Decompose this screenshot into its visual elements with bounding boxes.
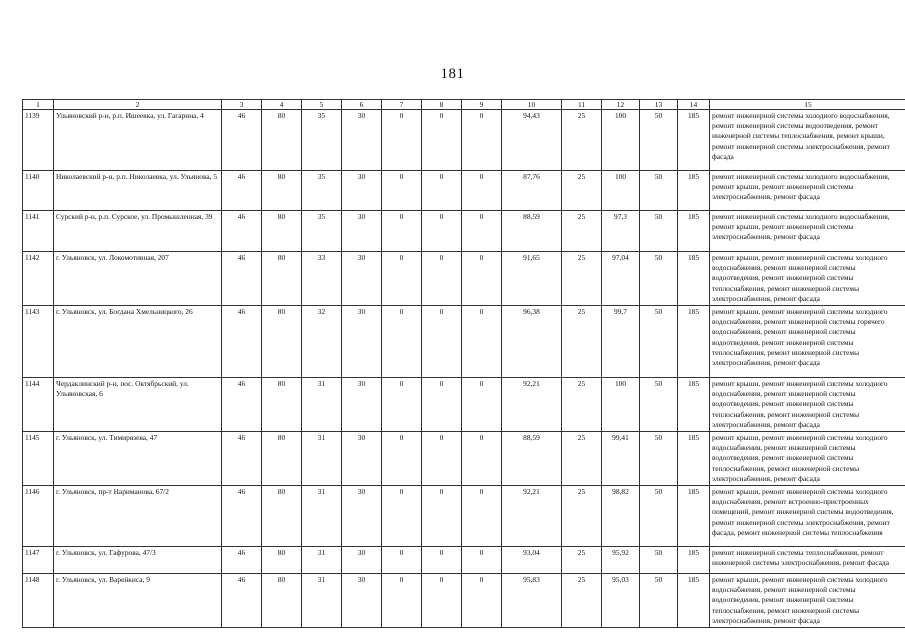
cell-col-10: 93,04 — [502, 547, 562, 574]
cell-col-8: 0 — [422, 252, 462, 306]
cell-col-6: 30 — [342, 110, 382, 171]
row-index: 1144 — [23, 378, 54, 432]
cell-col-14: 185 — [678, 171, 710, 211]
cell-col-9: 0 — [462, 306, 502, 378]
column-number-row — [23, 100, 905, 110]
cell-col-5: 31 — [302, 378, 342, 432]
cell-col-6: 30 — [342, 211, 382, 252]
table-row — [23, 378, 905, 432]
cell-col-11: 25 — [562, 252, 602, 306]
cell-col-5: 31 — [302, 547, 342, 574]
cell-col-8: 0 — [422, 432, 462, 486]
works-cell: ремонт крыши, ремонт инженерной системы холодного водоснабжения, ремонт инженерной системы водоотведения, ремонт инженерной системы теплоснабжения, ремонт инженерной системы электроснабжения, ремонт фасада — [710, 252, 905, 306]
cell-col-9: 0 — [462, 432, 502, 486]
cell-col-5: 35 — [302, 110, 342, 171]
cell-col-9: 0 — [462, 171, 502, 211]
table-row — [23, 486, 905, 547]
cell-col-11: 25 — [562, 378, 602, 432]
cell-col-11: 25 — [562, 306, 602, 378]
cell-col-8: 0 — [422, 378, 462, 432]
address-cell: г. Ульяновск, ул. Гафурова, 47/3 — [54, 547, 222, 574]
cell-col-4: 80 — [262, 306, 302, 378]
cell-col-12: 95,03 — [602, 574, 640, 628]
column-number-2: 2 — [54, 100, 222, 110]
cell-col-6: 30 — [342, 252, 382, 306]
cell-col-10: 96,38 — [502, 306, 562, 378]
address-cell: Чердаклинский р-н, пос. Октябрьский, ул. Ульяновская, 6 — [54, 378, 222, 432]
cell-col-9: 0 — [462, 211, 502, 252]
column-number-10: 10 — [502, 100, 562, 110]
cell-col-14: 185 — [678, 378, 710, 432]
cell-col-13: 50 — [640, 432, 678, 486]
cell-col-13: 50 — [640, 171, 678, 211]
cell-col-9: 0 — [462, 574, 502, 628]
cell-col-11: 25 — [562, 574, 602, 628]
cell-col-8: 0 — [422, 486, 462, 547]
cell-col-4: 80 — [262, 486, 302, 547]
cell-col-4: 80 — [262, 252, 302, 306]
cell-col-4: 80 — [262, 110, 302, 171]
cell-col-3: 46 — [222, 306, 262, 378]
cell-col-8: 0 — [422, 574, 462, 628]
cell-col-6: 30 — [342, 547, 382, 574]
address-cell: г. Ульяновск, ул. Локомотивная, 207 — [54, 252, 222, 306]
cell-col-3: 46 — [222, 547, 262, 574]
cell-col-13: 50 — [640, 574, 678, 628]
works-cell: ремонт крыши, ремонт инженерной системы холодного водоснабжения, ремонт инженерной системы горячего водоснабжения, ремонт инженерной системы водоотведения, ремонт инженерной системы теплоснабжения, ремонт инженерной системы электроснабжения, ремонт фасада — [710, 306, 905, 378]
column-number-8: 8 — [422, 100, 462, 110]
cell-col-3: 46 — [222, 110, 262, 171]
table-row — [23, 211, 905, 252]
cell-col-11: 25 — [562, 547, 602, 574]
cell-col-7: 0 — [382, 110, 422, 171]
cell-col-12: 98,82 — [602, 486, 640, 547]
works-cell: ремонт инженерной системы холодного водоснабжения, ремонт крыши, ремонт инженерной системы электроснабжения, ремонт фасада — [710, 171, 905, 211]
row-index: 1145 — [23, 432, 54, 486]
cell-col-14: 185 — [678, 252, 710, 306]
page-number: 181 — [440, 66, 465, 82]
address-cell: г. Ульяновск, ул. Тимирязева, 47 — [54, 432, 222, 486]
cell-col-13: 50 — [640, 211, 678, 252]
cell-col-8: 0 — [422, 306, 462, 378]
cell-col-13: 50 — [640, 378, 678, 432]
works-cell: ремонт крыши, ремонт инженерной системы холодного водоснабжения, ремонт встроенно-пристроенных помещений, ремонт инженерной системы водоотведения, ремонт инженерной системы электроснабжения, ремонт фасада, ремонт инженерной системы теплоснабжения — [710, 486, 905, 547]
cell-col-14: 185 — [678, 547, 710, 574]
cell-col-11: 25 — [562, 110, 602, 171]
cell-col-3: 46 — [222, 574, 262, 628]
cell-col-3: 46 — [222, 211, 262, 252]
column-number-15: 15 — [710, 100, 905, 110]
cell-col-5: 35 — [302, 171, 342, 211]
cell-col-4: 80 — [262, 171, 302, 211]
cell-col-12: 100 — [602, 110, 640, 171]
cell-col-7: 0 — [382, 574, 422, 628]
cell-col-4: 80 — [262, 547, 302, 574]
cell-col-14: 185 — [678, 486, 710, 547]
works-cell: ремонт инженерной системы теплоснабжения, ремонт инженерной системы электроснабжения, ремонт фасада — [710, 547, 905, 574]
cell-col-7: 0 — [382, 547, 422, 574]
column-number-7: 7 — [382, 100, 422, 110]
cell-col-8: 0 — [422, 110, 462, 171]
cell-col-4: 80 — [262, 574, 302, 628]
column-number-3: 3 — [222, 100, 262, 110]
address-cell: г. Ульяновск, ул. Богдана Хмельницкого, 26 — [54, 306, 222, 378]
cell-col-14: 185 — [678, 110, 710, 171]
cell-col-7: 0 — [382, 486, 422, 547]
cell-col-12: 95,92 — [602, 547, 640, 574]
address-cell: Ульяновский р-н, р.п. Ишеевка, ул. Гагарина, 4 — [54, 110, 222, 171]
row-index: 1140 — [23, 171, 54, 211]
cell-col-12: 99,7 — [602, 306, 640, 378]
cell-col-10: 91,65 — [502, 252, 562, 306]
table-row — [23, 252, 905, 306]
cell-col-4: 80 — [262, 432, 302, 486]
address-cell: г. Ульяновск, ул. Варейкиса, 9 — [54, 574, 222, 628]
cell-col-6: 30 — [342, 432, 382, 486]
cell-col-11: 25 — [562, 211, 602, 252]
cell-col-10: 88,59 — [502, 211, 562, 252]
cell-col-3: 46 — [222, 171, 262, 211]
cell-col-9: 0 — [462, 252, 502, 306]
cell-col-6: 30 — [342, 574, 382, 628]
table-row — [23, 306, 905, 378]
cell-col-11: 25 — [562, 171, 602, 211]
cell-col-3: 46 — [222, 252, 262, 306]
row-index: 1139 — [23, 110, 54, 171]
works-cell: ремонт крыши, ремонт инженерной системы холодного водоснабжения, ремонт инженерной системы водоотведения, ремонт инженерной системы теплоснабжения, ремонт инженерной системы электроснабжения, ремонт фасада — [710, 378, 905, 432]
cell-col-14: 185 — [678, 306, 710, 378]
cell-col-6: 30 — [342, 171, 382, 211]
column-number-11: 11 — [562, 100, 602, 110]
row-index: 1141 — [23, 211, 54, 252]
address-cell: Николаевский р-н, р.п. Николаевка, ул. Ульянова, 5 — [54, 171, 222, 211]
address-cell: г. Ульяновск, пр-т Нариманова, 67/2 — [54, 486, 222, 547]
works-cell: ремонт крыши, ремонт инженерной системы холодного водоснабжения, ремонт инженерной системы водоотведения, ремонт инженерной системы теплоснабжения, ремонт инженерной системы электроснабжения, ремонт фасада — [710, 574, 905, 628]
cell-col-7: 0 — [382, 252, 422, 306]
cell-col-13: 50 — [640, 306, 678, 378]
cell-col-10: 95,83 — [502, 574, 562, 628]
cell-col-13: 50 — [640, 252, 678, 306]
works-cell: ремонт инженерной системы холодного водоснабжения, ремонт инженерной системы водоотведения, ремонт инженерной системы теплоснабжения, ремонт крыши, ремонт инженерной системы электроснабжения, ремонт фасада — [710, 110, 905, 171]
cell-col-12: 100 — [602, 378, 640, 432]
table-row — [23, 171, 905, 211]
cell-col-14: 185 — [678, 432, 710, 486]
row-index: 1142 — [23, 252, 54, 306]
cell-col-9: 0 — [462, 378, 502, 432]
column-number-6: 6 — [342, 100, 382, 110]
cell-col-3: 46 — [222, 486, 262, 547]
cell-col-5: 32 — [302, 306, 342, 378]
works-cell: ремонт инженерной системы холодного водоснабжения, ремонт крыши, ремонт инженерной системы электроснабжения, ремонт фасада — [710, 211, 905, 252]
column-number-13: 13 — [640, 100, 678, 110]
cell-col-3: 46 — [222, 378, 262, 432]
column-number-12: 12 — [602, 100, 640, 110]
works-cell: ремонт крыши, ремонт инженерной системы холодного водоснабжения, ремонт инженерной системы водоотведения, ремонт инженерной системы теплоснабжения, ремонт инженерной системы электроснабжения, ремонт фасада — [710, 432, 905, 486]
column-number-9: 9 — [462, 100, 502, 110]
cell-col-10: 92,21 — [502, 378, 562, 432]
cell-col-3: 46 — [222, 432, 262, 486]
cell-col-5: 31 — [302, 486, 342, 547]
cell-col-10: 92,21 — [502, 486, 562, 547]
cell-col-9: 0 — [462, 547, 502, 574]
register-table — [22, 99, 905, 628]
cell-col-9: 0 — [462, 486, 502, 547]
cell-col-10: 87,76 — [502, 171, 562, 211]
cell-col-12: 100 — [602, 171, 640, 211]
address-cell: Сурский р-н, р.п. Сурское, ул. Промышленная, 39 — [54, 211, 222, 252]
column-number-14: 14 — [678, 100, 710, 110]
cell-col-4: 80 — [262, 378, 302, 432]
cell-col-6: 30 — [342, 306, 382, 378]
cell-col-6: 30 — [342, 378, 382, 432]
cell-col-14: 185 — [678, 574, 710, 628]
cell-col-12: 99,41 — [602, 432, 640, 486]
cell-col-8: 0 — [422, 547, 462, 574]
column-number-4: 4 — [262, 100, 302, 110]
row-index: 1147 — [23, 547, 54, 574]
cell-col-13: 50 — [640, 486, 678, 547]
cell-col-7: 0 — [382, 306, 422, 378]
cell-col-11: 25 — [562, 486, 602, 547]
column-number-5: 5 — [302, 100, 342, 110]
table-row — [23, 574, 905, 628]
cell-col-12: 97,3 — [602, 211, 640, 252]
row-index: 1143 — [23, 306, 54, 378]
table-row — [23, 432, 905, 486]
cell-col-7: 0 — [382, 378, 422, 432]
column-number-1: 1 — [23, 100, 54, 110]
cell-col-13: 50 — [640, 110, 678, 171]
cell-col-5: 33 — [302, 252, 342, 306]
cell-col-7: 0 — [382, 432, 422, 486]
cell-col-10: 88,59 — [502, 432, 562, 486]
row-index: 1146 — [23, 486, 54, 547]
table-row — [23, 110, 905, 171]
cell-col-5: 31 — [302, 574, 342, 628]
cell-col-5: 35 — [302, 211, 342, 252]
cell-col-6: 30 — [342, 486, 382, 547]
cell-col-10: 94,43 — [502, 110, 562, 171]
cell-col-7: 0 — [382, 211, 422, 252]
cell-col-12: 97,04 — [602, 252, 640, 306]
cell-col-8: 0 — [422, 171, 462, 211]
cell-col-9: 0 — [462, 110, 502, 171]
cell-col-11: 25 — [562, 432, 602, 486]
cell-col-4: 80 — [262, 211, 302, 252]
cell-col-13: 50 — [640, 547, 678, 574]
cell-col-8: 0 — [422, 211, 462, 252]
cell-col-14: 185 — [678, 211, 710, 252]
table-row — [23, 547, 905, 574]
cell-col-5: 31 — [302, 432, 342, 486]
cell-col-7: 0 — [382, 171, 422, 211]
row-index: 1148 — [23, 574, 54, 628]
